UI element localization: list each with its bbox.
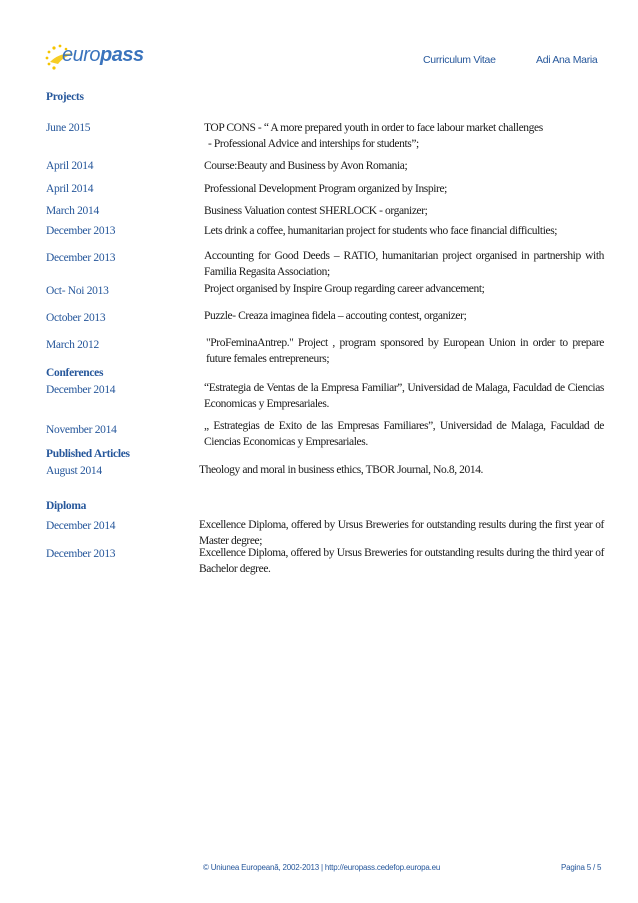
entry-date: March 2012 xyxy=(46,339,99,351)
entry-description: Course:Beauty and Business by Avon Romania; xyxy=(204,160,408,172)
entry-description xyxy=(204,120,604,152)
entry-date: November 2014 xyxy=(46,424,117,436)
entry-date: April 2014 xyxy=(46,160,94,172)
entry-date: December 2014 xyxy=(46,384,116,396)
entry-description: Excellence Diploma, offered by Ursus Breweries for outstanding results during the third year of Bachelor degree. xyxy=(199,547,604,575)
entry-description: Theology and moral in business ethics, TBOR Journal, No.8, 2014. xyxy=(199,464,484,476)
entry-description: Professional Development Program organized by Inspire; xyxy=(204,183,447,195)
footer-copyright: © Uniunea Europeană, 2002-2013 | http://europass.cedefop.europa.eu xyxy=(203,863,441,872)
entry-description: Excellence Diploma, offered by Ursus Breweries for outstanding results during the first year of Master degree; xyxy=(199,519,604,547)
entry-date: August 2014 xyxy=(46,465,102,477)
section-projects-heading: Projects xyxy=(46,91,84,103)
entry-date: December 2014 xyxy=(46,520,116,532)
footer-page-number: Pagina 5 / 5 xyxy=(561,863,602,872)
entry-description: "ProFeminaAntrep." Project , program sponsored by European Union in order to prepare future females entrepreneurs; xyxy=(206,337,604,365)
entry-subitem: - Professional Advice and interships for students”; xyxy=(208,138,419,150)
entry-date: December 2013 xyxy=(46,225,116,237)
entry-date: December 2013 xyxy=(46,252,116,264)
europass-logo-text: europass xyxy=(62,44,144,66)
entry-date: April 2014 xyxy=(46,183,94,195)
entry-date: March 2014 xyxy=(46,205,99,217)
entry-description: Accounting for Good Deeds – RATIO, humanitarian project organised in partnership with Familia Regasita Association; xyxy=(204,250,604,278)
document-title: Curriculum Vitae xyxy=(423,54,496,66)
section-articles-heading: Published Articles xyxy=(46,448,130,460)
entry-text: TOP CONS - “ A more prepared youth in order to face labour market challenges xyxy=(204,122,543,134)
entry-description: Puzzle- Creaza imaginea fidela – accouting contest, organizer; xyxy=(204,310,467,322)
person-name: Adi Ana Maria xyxy=(536,54,598,66)
entry-description: “Estrategia de Ventas de la Empresa Familiar”, Universidad de Malaga, Faculdad de Ciencias Economicas y Empresariales. xyxy=(204,382,604,410)
section-conferences-heading: Conferences xyxy=(46,367,104,379)
entry-description: Project organised by Inspire Group regarding career advancement; xyxy=(204,283,485,295)
entry-date: Oct- Noi 2013 xyxy=(46,285,109,297)
entry-description: Business Valuation contest SHERLOCK - organizer; xyxy=(204,205,428,217)
entry-description: Lets drink a coffee, humanitarian project for students who face financial difficulties; xyxy=(204,225,558,237)
entry-date: December 2013 xyxy=(46,548,116,560)
section-diploma-heading: Diploma xyxy=(46,500,87,512)
entry-date: October 2013 xyxy=(46,312,106,324)
entry-date: June 2015 xyxy=(46,122,91,134)
entry-description: „ Estrategias de Exito de las Empresas Familiares”, Universidad de Malaga, Faculdad de Ciencias Economicas y Empresariales. xyxy=(204,420,604,448)
